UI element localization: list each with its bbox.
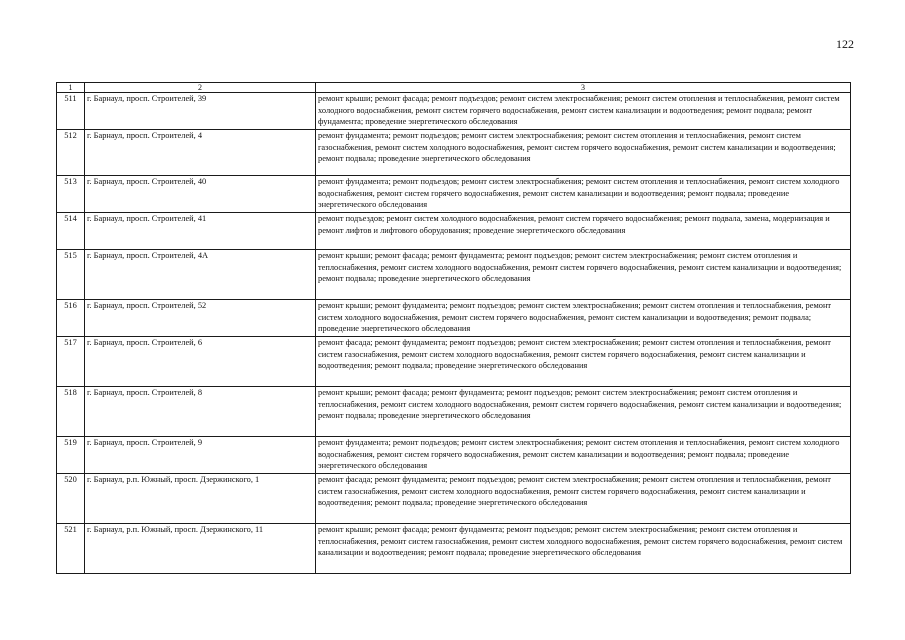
table-row <box>57 300 851 337</box>
table-row <box>57 387 851 437</box>
row-works: ремонт фасада; ремонт фундамента; ремонт подъездов; ремонт систем электроснабжения; ремонт систем отопления и теплоснабжения, ремонт систем газоснабжения, ремонт систем холодного водоснабжения, ремонт систем горячего водоснабжения, ремонт систем канализации и водоотведения; ремонт подвала; проведение энергетического обследования <box>316 337 851 387</box>
table-header-row <box>57 83 851 93</box>
row-works: ремонт фундамента; ремонт подъездов; ремонт систем электроснабжения; ремонт систем отопления и теплоснабжения, ремонт систем холодного водоснабжения, ремонт систем горячего водоснабжения, ремонт систем канализации и водоотведения; ремонт подвала; проведение энергетического обследования <box>316 437 851 474</box>
table-row <box>57 524 851 574</box>
table-row <box>57 130 851 176</box>
row-number: 512 <box>57 130 85 176</box>
row-address: г. Барнаул, просп. Строителей, 39 <box>85 93 316 130</box>
row-works: ремонт фундамента; ремонт подъездов; ремонт систем электроснабжения; ремонт систем отопления и теплоснабжения, ремонт систем газоснабжения, ремонт систем холодного водоснабжения, ремонт систем горячего водоснабжения, ремонт систем канализации и водоотведения; ремонт подвала; проведение энергетического обследования <box>316 130 851 176</box>
row-number: 514 <box>57 213 85 250</box>
row-number: 517 <box>57 337 85 387</box>
table-row <box>57 337 851 387</box>
row-works: ремонт крыши; ремонт фасада; ремонт фундамента; ремонт подъездов; ремонт систем электроснабжения; ремонт систем отопления и теплоснабжения, ремонт систем газоснабжения, ремонт систем холодного водоснабжения, ремонт систем горячего водоснабжения, ремонт систем канализации и водоотведения; ремонт подвала; проведение энергетического обследования <box>316 524 851 574</box>
table-row <box>57 213 851 250</box>
row-works: ремонт фасада; ремонт фундамента; ремонт подъездов; ремонт систем электроснабжения; ремонт систем отопления и теплоснабжения, ремонт систем газоснабжения, ремонт систем холодного водоснабжения, ремонт систем горячего водоснабжения, ремонт систем канализации и водоотведения; ремонт подвала; проведение энергетического обследования <box>316 474 851 524</box>
row-address: г. Барнаул, просп. Строителей, 6 <box>85 337 316 387</box>
row-number: 511 <box>57 93 85 130</box>
row-number: 518 <box>57 387 85 437</box>
row-address: г. Барнаул, р.п. Южный, просп. Дзержинского, 1 <box>85 474 316 524</box>
row-number: 521 <box>57 524 85 574</box>
row-address: г. Барнаул, просп. Строителей, 9 <box>85 437 316 474</box>
row-number: 520 <box>57 474 85 524</box>
table-row <box>57 437 851 474</box>
row-number: 516 <box>57 300 85 337</box>
header-col-3: 3 <box>316 83 851 93</box>
row-address: г. Барнаул, просп. Строителей, 4А <box>85 250 316 300</box>
row-address: г. Барнаул, просп. Строителей, 52 <box>85 300 316 337</box>
page-number: 122 <box>836 37 854 51</box>
row-number: 519 <box>57 437 85 474</box>
works-table <box>56 82 851 574</box>
row-works: ремонт подъездов; ремонт систем холодного водоснабжения, ремонт систем горячего водоснабжения; ремонт подвала, замена, модернизация и ремонт лифтов и лифтового оборудования; проведение энергетического обследования <box>316 213 851 250</box>
row-works: ремонт крыши; ремонт фасада; ремонт фундамента; ремонт подъездов; ремонт систем электроснабжения; ремонт систем отопления и теплоснабжения, ремонт систем холодного водоснабжения, ремонт систем горячего водоснабжения, ремонт систем канализации и водоотведения; ремонт подвала; проведение энергетического обследования <box>316 387 851 437</box>
header-col-2: 2 <box>85 83 316 93</box>
row-works: ремонт фундамента; ремонт подъездов; ремонт систем электроснабжения; ремонт систем отопления и теплоснабжения, ремонт систем холодного водоснабжения, ремонт систем горячего водоснабжения, ремонт систем канализации и водоотведения; ремонт подвала; проведение энергетического обследования <box>316 176 851 213</box>
row-address: г. Барнаул, просп. Строителей, 41 <box>85 213 316 250</box>
row-address: г. Барнаул, просп. Строителей, 40 <box>85 176 316 213</box>
row-address: г. Барнаул, просп. Строителей, 8 <box>85 387 316 437</box>
row-works: ремонт крыши; ремонт фасада; ремонт фундамента; ремонт подъездов; ремонт систем электроснабжения; ремонт систем отопления и теплоснабжения, ремонт систем холодного водоснабжения, ремонт систем горячего водоснабжения, ремонт систем канализации и водоотведения; ремонт подвала; проведение энергетического обследования <box>316 250 851 300</box>
row-address: г. Барнаул, р.п. Южный, просп. Дзержинского, 11 <box>85 524 316 574</box>
row-number: 513 <box>57 176 85 213</box>
table-row <box>57 474 851 524</box>
table-row <box>57 93 851 130</box>
table-row <box>57 250 851 300</box>
row-address: г. Барнаул, просп. Строителей, 4 <box>85 130 316 176</box>
row-works: ремонт крыши; ремонт фундамента; ремонт подъездов; ремонт систем электроснабжения; ремонт систем отопления и теплоснабжения, ремонт систем холодного водоснабжения, ремонт систем горячего водоснабжения, ремонт систем канализации и водоотведения; ремонт подвала; проведение энергетического обследования <box>316 300 851 337</box>
row-works: ремонт крыши; ремонт фасада; ремонт подъездов; ремонт систем электроснабжения; ремонт систем отопления и теплоснабжения, ремонт систем холодного водоснабжения, ремонт систем горячего водоснабжения, ремонт систем канализации и водоотведения; ремонт подвала; ремонт фундамента; проведение энергетического обследования <box>316 93 851 130</box>
header-col-1: 1 <box>57 83 85 93</box>
table-row <box>57 176 851 213</box>
row-number: 515 <box>57 250 85 300</box>
